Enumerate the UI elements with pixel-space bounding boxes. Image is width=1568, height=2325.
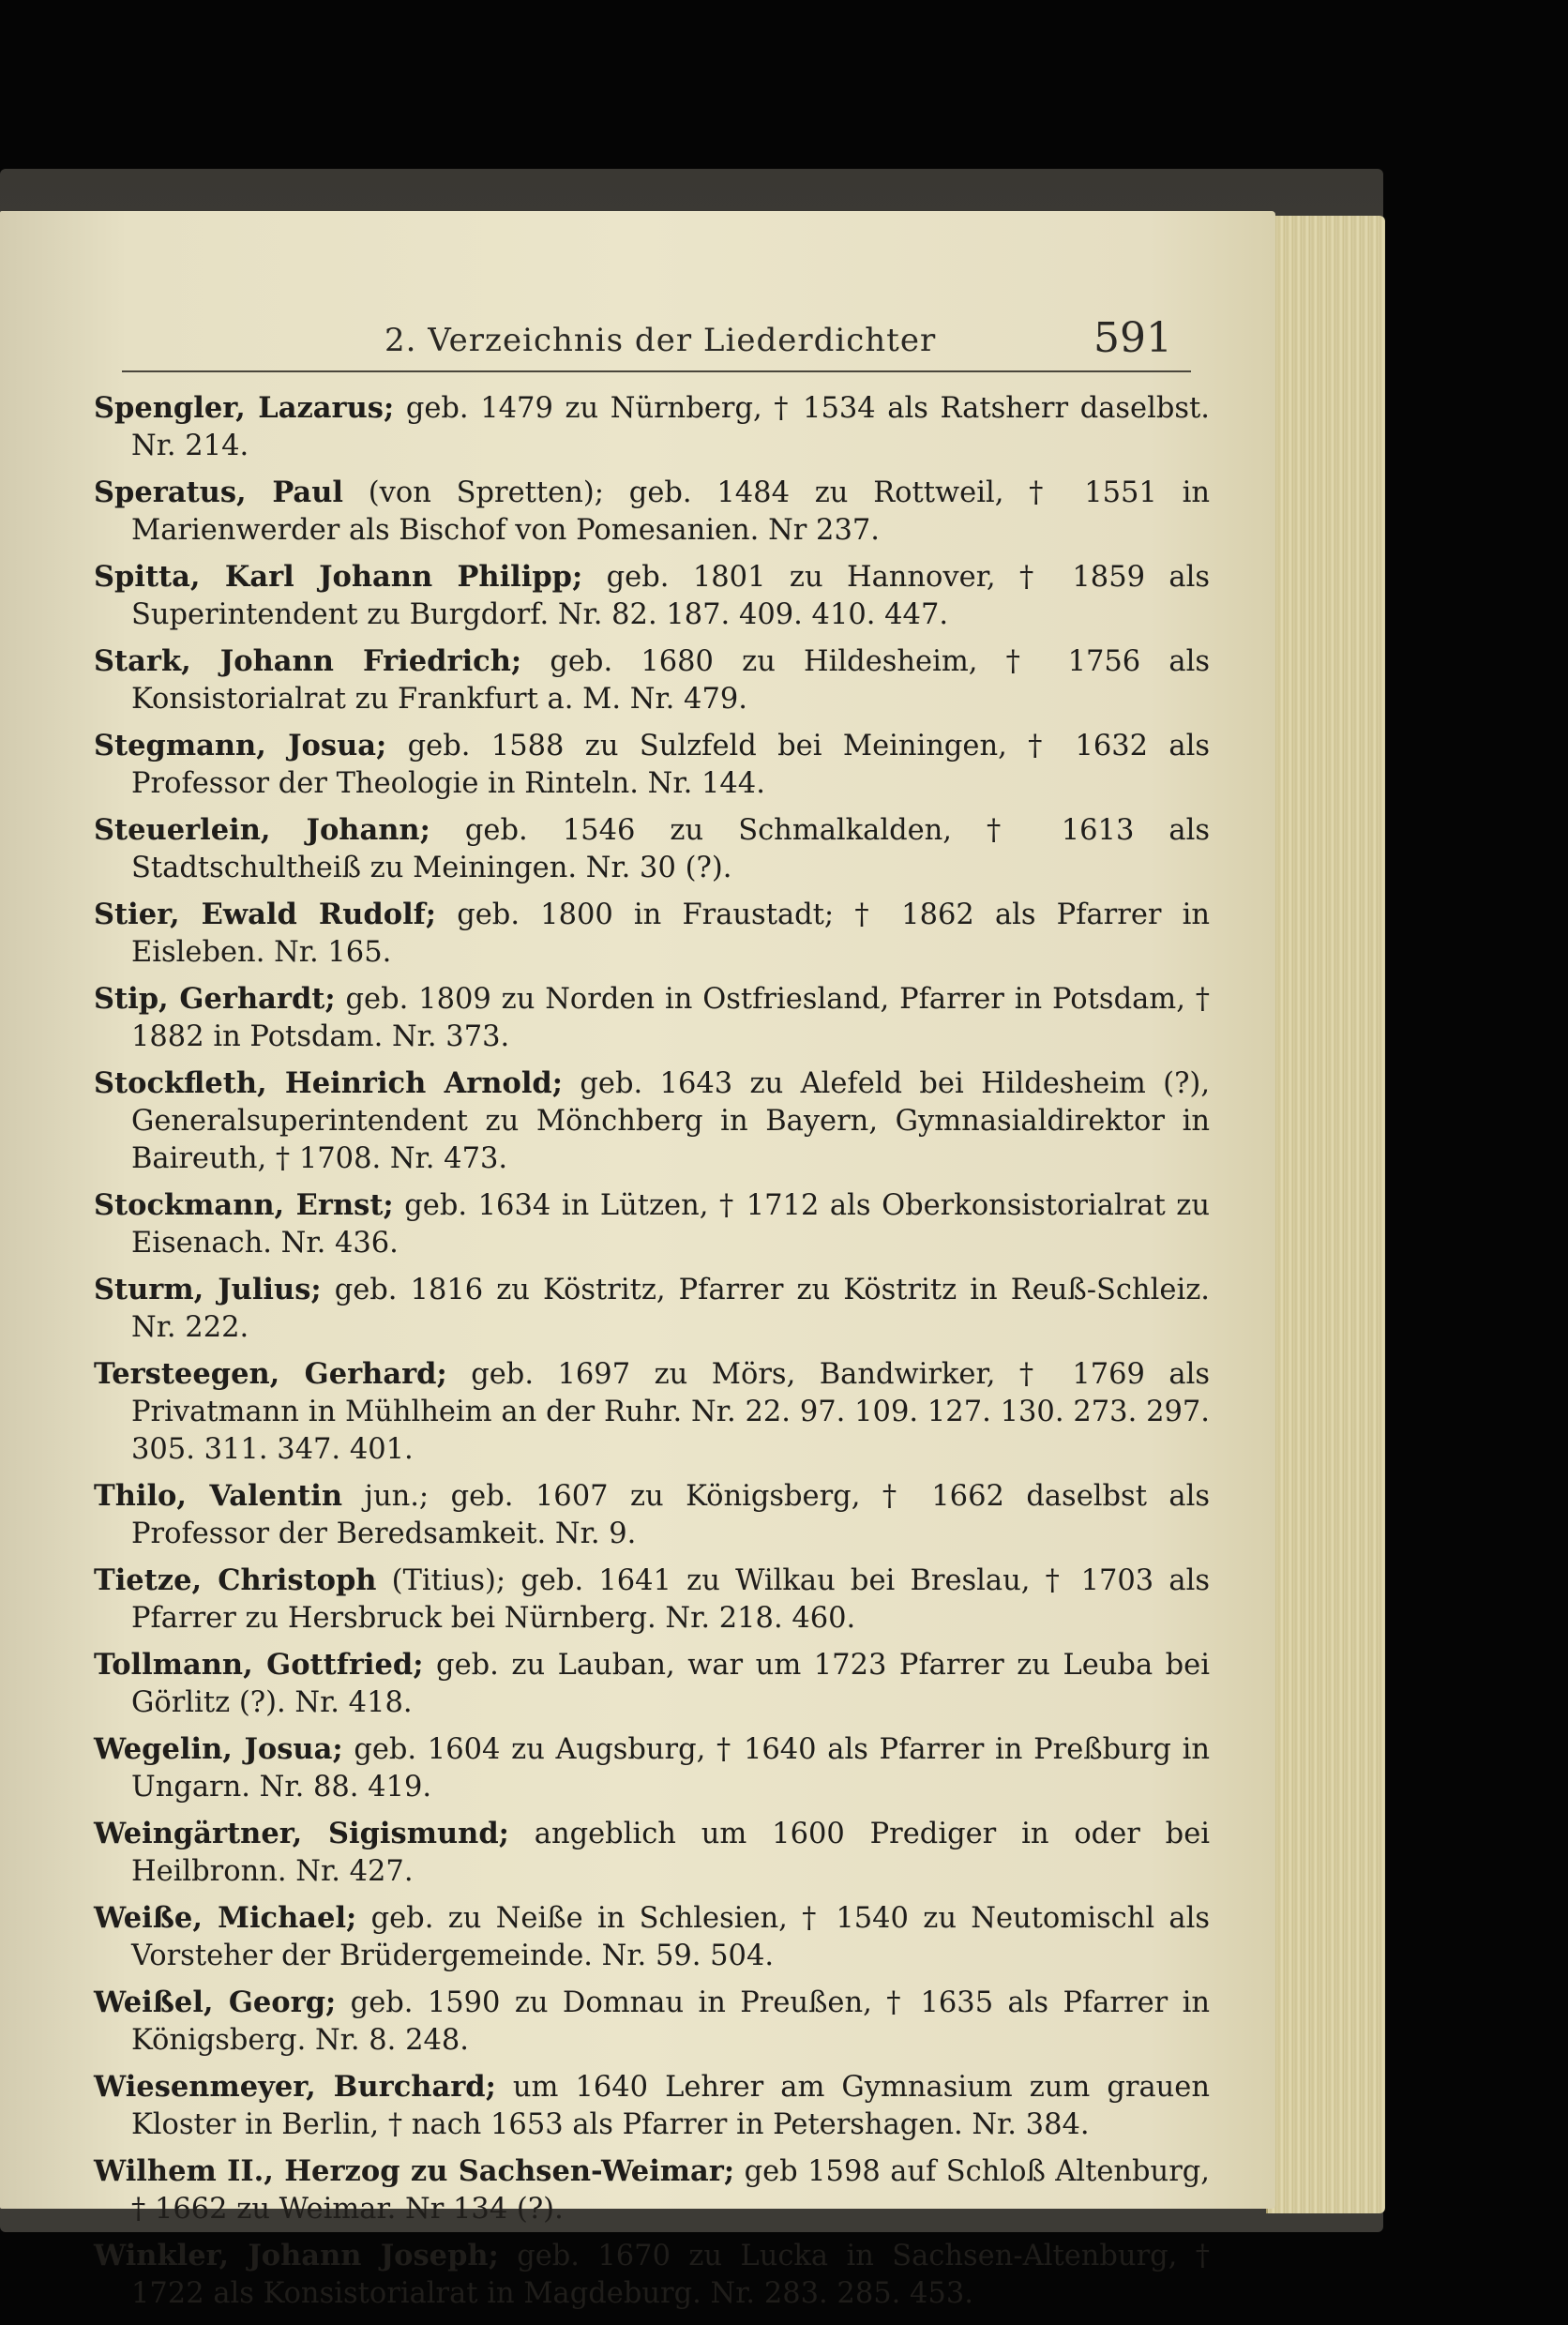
entry-name: Sturm, Julius; bbox=[94, 1273, 322, 1306]
entry-name: Stip, Gerhardt; bbox=[94, 982, 336, 1016]
entry-name: Steuerlein, Johann; bbox=[94, 813, 430, 847]
header-title: 2. Verzeichnis der Liederdichter bbox=[384, 322, 937, 359]
list-item bbox=[94, 389, 1210, 465]
list-item bbox=[94, 1355, 1210, 1469]
entry-name: Stockmann, Ernst; bbox=[94, 1188, 394, 1222]
entry-text: (von Spretten); geb. 1484 zu Rottweil, † 1551 in Marienwerder als Bischof von Pomesanien. Nr 237. bbox=[131, 476, 1210, 547]
running-header bbox=[122, 305, 1191, 372]
entry-name: Stegmann, Josua; bbox=[94, 729, 387, 762]
entry-name: Stark, Johann Friedrich; bbox=[94, 644, 522, 678]
entry-name: Tollmann, Gottfried; bbox=[94, 1648, 424, 1682]
list-item bbox=[94, 642, 1210, 718]
entry-text: geb. 1590 zu Domnau in Preußen, † 1635 als Pfarrer in Königsberg. Nr. 8. 248. bbox=[131, 1986, 1210, 2057]
entry-text: geb. 1643 zu Alefeld bei Hildesheim (?), Generalsuperintendent zu Mönchberg in Bayern, Gymnasialdirektor in Baireuth, † 1708. Nr. 473. bbox=[131, 1067, 1211, 1175]
entry-text: geb. 1680 zu Hildesheim, † 1756 als Konsistorialrat zu Frankfurt a. M. Nr. 479. bbox=[131, 645, 1210, 716]
entry-name: Tietze, Christoph bbox=[94, 1563, 377, 1597]
list-item bbox=[94, 1646, 1210, 1722]
book-page bbox=[0, 211, 1275, 2310]
entry-text: geb. 1588 zu Sulzfeld bei Meiningen, † 1632 als Professor der Theologie in Rinteln. Nr. 144. bbox=[131, 730, 1211, 800]
list-item bbox=[94, 980, 1210, 1056]
entry-text: geb. zu Neiße in Schlesien, † 1540 zu Neutomischl als Vorsteher der Brüdergemeinde. Nr. 59. 504. bbox=[131, 1902, 1210, 1972]
entry-text: geb. 1670 zu Lucka in Sachsen-Altenburg, † 1722 als Konsistorialrat in Magdeburg. Nr. 283. 285. 453. bbox=[131, 2240, 1210, 2310]
entry-text: geb. 1546 zu Schmalkalden, † 1613 als Stadtschultheiß zu Meiningen. Nr. 30 (?). bbox=[131, 814, 1210, 884]
entry-name: Weiße, Michael; bbox=[94, 1901, 357, 1935]
list-item bbox=[94, 896, 1210, 972]
entry-text: geb. 1697 zu Mörs, Bandwirker, † 1769 als Privatmann in Mühlheim an der Ruhr. Nr. 22. 97. 109. 127. 130. 273. 297. 305. 311. 347. 401. bbox=[131, 1358, 1210, 1466]
entry-text: jun.; geb. 1607 zu Königsberg, † 1662 daselbst als Professor der Beredsamkeit. Nr. 9. bbox=[131, 1480, 1210, 1550]
entry-name: Stockfleth, Heinrich Arnold; bbox=[94, 1066, 564, 1100]
entry-name: Wegelin, Josua; bbox=[94, 1732, 343, 1766]
list-item bbox=[94, 2237, 1210, 2313]
entry-text: angeblich um 1600 Prediger in oder bei Heilbronn. Nr. 427. bbox=[131, 1818, 1211, 1888]
entry-text: (Titius); geb. 1641 zu Wilkau bei Breslau, † 1703 als Pfarrer zu Hersbruck bei Nürnberg. Nr. 218. 460. bbox=[131, 1564, 1210, 1635]
list-item bbox=[94, 1271, 1210, 1347]
list-item bbox=[94, 1730, 1210, 1806]
entry-list bbox=[94, 389, 1210, 2321]
list-item bbox=[94, 1899, 1210, 1975]
entry-text: geb. 1809 zu Norden in Ostfriesland, Pfarrer in Potsdam, † 1882 in Potsdam. Nr. 373. bbox=[131, 983, 1211, 1053]
entry-text: geb. 1801 zu Hannover, † 1859 als Superintendent zu Burgdorf. Nr. 82. 187. 409. 410. 447. bbox=[131, 561, 1210, 631]
entry-name: Weißel, Georg; bbox=[94, 1985, 337, 2019]
list-item bbox=[94, 811, 1210, 887]
page-number: 591 bbox=[1093, 314, 1172, 362]
list-item bbox=[94, 1186, 1210, 1262]
page-edges bbox=[1266, 216, 1385, 2213]
entry-text: geb 1598 auf Schloß Altenburg, † 1662 zu Weimar. Nr 134 (?). bbox=[131, 2155, 1210, 2226]
entry-name: Winkler, Johann Joseph; bbox=[94, 2239, 499, 2272]
entry-text: geb. 1816 zu Köstritz, Pfarrer zu Köstritz in Reuß-Schleiz. Nr. 222. bbox=[131, 1274, 1210, 1344]
list-item bbox=[94, 1562, 1210, 1638]
entry-text: geb. 1634 in Lützen, † 1712 als Oberkonsistorialrat zu Eisenach. Nr. 436. bbox=[131, 1189, 1211, 1260]
entry-name: Stier, Ewald Rudolf; bbox=[94, 898, 437, 931]
entry-name: Weingärtner, Sigismund; bbox=[94, 1817, 509, 1850]
entry-text: um 1640 Lehrer am Gymnasium zum grauen Kloster in Berlin, † nach 1653 als Pfarrer in Petershagen. Nr. 384. bbox=[131, 2071, 1210, 2141]
entry-name: Thilo, Valentin bbox=[94, 1479, 343, 1513]
list-item bbox=[94, 558, 1210, 634]
entry-text: geb. 1479 zu Nürnberg, † 1534 als Ratsherr daselbst. Nr. 214. bbox=[131, 392, 1210, 462]
entry-name: Speratus, Paul bbox=[94, 476, 343, 509]
list-item bbox=[94, 2068, 1210, 2144]
entry-name: Spitta, Karl Johann Philipp; bbox=[94, 560, 583, 594]
list-item bbox=[94, 1984, 1210, 2060]
list-item bbox=[94, 727, 1210, 803]
entry-name: Spengler, Lazarus; bbox=[94, 391, 395, 425]
list-item bbox=[94, 1477, 1210, 1553]
entry-name: Tersteegen, Gerhard; bbox=[94, 1357, 447, 1391]
entry-text: geb. 1604 zu Augsburg, † 1640 als Pfarrer in Preßburg in Ungarn. Nr. 88. 419. bbox=[131, 1733, 1210, 1804]
entry-text: geb. zu Lauban, war um 1723 Pfarrer zu Leuba bei Görlitz (?). Nr. 418. bbox=[131, 1649, 1210, 1719]
list-item bbox=[94, 474, 1210, 550]
list-item bbox=[94, 2152, 1210, 2228]
list-item bbox=[94, 1815, 1210, 1891]
list-item bbox=[94, 1064, 1210, 1178]
entry-name: Wilhem II., Herzog zu Sachsen-Weimar; bbox=[94, 2154, 735, 2188]
entry-text: geb. 1800 in Fraustadt; † 1862 als Pfarrer in Eisleben. Nr. 165. bbox=[131, 898, 1211, 969]
entry-name: Wiesenmeyer, Burchard; bbox=[94, 2070, 496, 2104]
